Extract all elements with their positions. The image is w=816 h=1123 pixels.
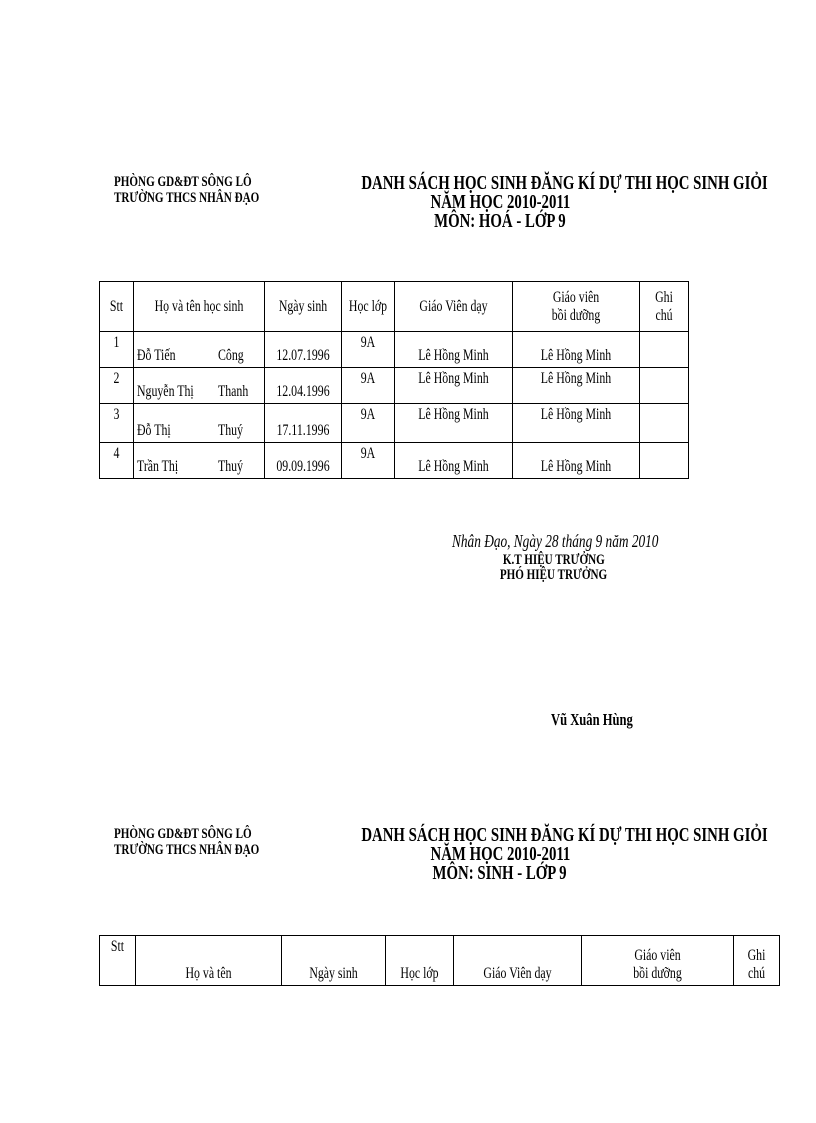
document-title: DANH SÁCH HỌC SINH ĐĂNG KÍ DỰ THI HỌC SINH GIỎI [361,824,768,846]
header-name: Họ và tên học sinh [134,282,265,332]
cell-surname: Trần Thị [134,443,215,479]
school-block-2 [114,826,310,858]
header-teacher: Giáo Viên dạy [395,282,513,332]
header-stt: Stt [100,282,134,332]
cell-stt: 4 [100,443,134,479]
cell-given-name: Thuý [215,404,265,443]
subject-line: MÔN: SINH - LỚP 9 [432,862,568,884]
cell-coach: Lê Hồng Minh [513,332,640,368]
cell-teacher: Lê Hồng Minh [395,332,513,368]
signature-role-2: PHÓ HIỆU TRƯỞNG [500,567,608,583]
cell-class: 9A [342,443,395,479]
header-class: Học lớp [342,282,395,332]
signature-role-1: K.T HIỆU TRƯỞNG [503,552,605,568]
cell-class: 9A [342,368,395,404]
school-name: TRƯỜNG THCS NHÂN ĐẠO [114,842,260,858]
cell-coach: Lê Hồng Minh [513,404,640,443]
signature-name: Vũ Xuân Hùng [551,710,633,729]
cell-teacher: Lê Hồng Minh [395,404,513,443]
school-year: NĂM HỌC 2010-2011 [430,191,570,213]
header-dob: Ngày sinh [282,936,386,986]
cell-coach: Lê Hồng Minh [513,368,640,404]
cell-dob: 09.09.1996 [265,443,342,479]
department-name: PHÒNG GD&ĐT SÔNG LÔ [114,826,252,842]
title-block-2 [290,824,768,884]
school-name: TRƯỜNG THCS NHÂN ĐẠO [114,190,260,206]
cell-note [640,443,689,479]
cell-given-name: Thanh [215,368,265,404]
cell-class: 9A [342,332,395,368]
cell-stt: 1 [100,332,134,368]
cell-note [640,404,689,443]
cell-teacher: Lê Hồng Minh [395,368,513,404]
cell-given-name: Thuý [215,443,265,479]
header-note: Ghi chú [734,936,780,986]
subject-line: MÔN: HOÁ - LỚP 9 [434,210,566,232]
header-stt: Stt [100,936,136,986]
table-row [100,332,689,368]
student-table-2 [99,935,780,986]
cell-dob: 12.07.1996 [265,332,342,368]
student-table-1 [99,281,689,479]
header-teacher: Giáo Viên dạy [454,936,582,986]
header-name: Họ và tên [136,936,282,986]
header-coach: Giáo viên bồi dưỡng [582,936,734,986]
cell-stt: 3 [100,404,134,443]
title-block-1 [290,172,768,232]
document-title: DANH SÁCH HỌC SINH ĐĂNG KÍ DỰ THI HỌC SINH GIỎI [361,172,768,194]
cell-given-name: Công [215,332,265,368]
table-row [100,443,689,479]
table-row [100,368,689,404]
cell-surname: Nguyễn Thị [134,368,215,404]
header-dob: Ngày sinh [265,282,342,332]
cell-class: 9A [342,404,395,443]
cell-note [640,332,689,368]
header-note: Ghi chú [640,282,689,332]
header-coach: Giáo viên bồi dưỡng [513,282,640,332]
cell-dob: 17.11.1996 [265,404,342,443]
cell-coach: Lê Hồng Minh [513,443,640,479]
cell-teacher: Lê Hồng Minh [395,443,513,479]
cell-stt: 2 [100,368,134,404]
school-block-1 [114,174,310,206]
table-header-row [100,282,689,332]
header-class: Học lớp [386,936,454,986]
signature-place-date: Nhân Đạo, Ngày 28 tháng 9 năm 2010 [452,531,659,551]
signature-roles [454,553,654,583]
cell-dob: 12.04.1996 [265,368,342,404]
cell-note [640,368,689,404]
school-year: NĂM HỌC 2010-2011 [430,843,570,865]
table-header-row [100,936,780,986]
table-row [100,404,689,443]
cell-surname: Đỗ Tiến [134,332,215,368]
department-name: PHÒNG GD&ĐT SÔNG LÔ [114,174,252,190]
cell-surname: Đỗ Thị [134,404,215,443]
